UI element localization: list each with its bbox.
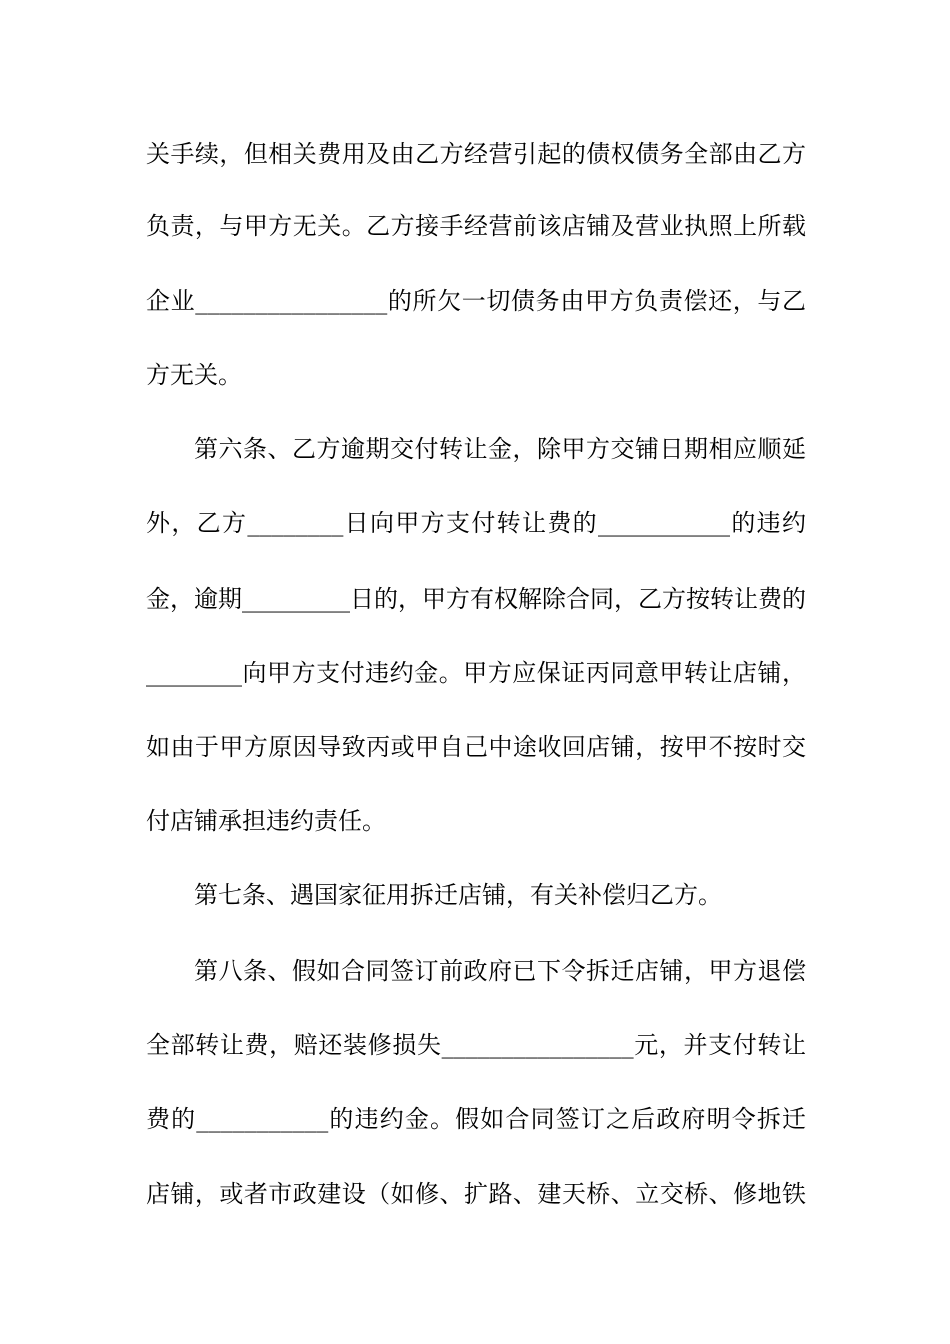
text-line: 负责，与甲方无关。乙方接手经营前该店铺及营业执照上所载: [146, 212, 806, 240]
text-line: 如由于甲方原因导致丙或甲自己中途收回店铺，按甲不按时交: [146, 733, 806, 761]
text-line: 外，乙方________日向甲方支付转让费的___________的违约: [146, 509, 806, 537]
article-6-start: 第六条、乙方逾期交付转让金，除甲方交铺日期相应顺延: [194, 435, 806, 463]
text-line: 付店铺承担违约责任。: [146, 807, 386, 835]
text-line: 店铺，或者市政建设（如修、扩路、建天桥、立交桥、修地铁: [146, 1180, 806, 1208]
text-line: 关手续，但相关费用及由乙方经营引起的债权债务全部由乙方: [146, 140, 806, 168]
text-line: 金，逾期_________日的，甲方有权解除合同，乙方按转让费的: [146, 585, 806, 613]
text-line: 全部转让费，赔还装修损失________________元，并支付转让: [146, 1031, 806, 1059]
text-line: 企业________________的所欠一切债务由甲方负责偿还，与乙: [146, 287, 806, 315]
text-line: ________向甲方支付违约金。甲方应保证丙同意甲转让店铺，: [146, 659, 806, 687]
article-7: 第七条、遇国家征用拆迁店铺，有关补偿归乙方。: [194, 881, 722, 909]
text-line: 方无关。: [146, 361, 242, 389]
article-8-start: 第八条、假如合同签订前政府已下令拆迁店铺，甲方退偿: [194, 957, 806, 985]
text-line: 费的___________的违约金。假如合同签订之后政府明令拆迁: [146, 1105, 806, 1133]
